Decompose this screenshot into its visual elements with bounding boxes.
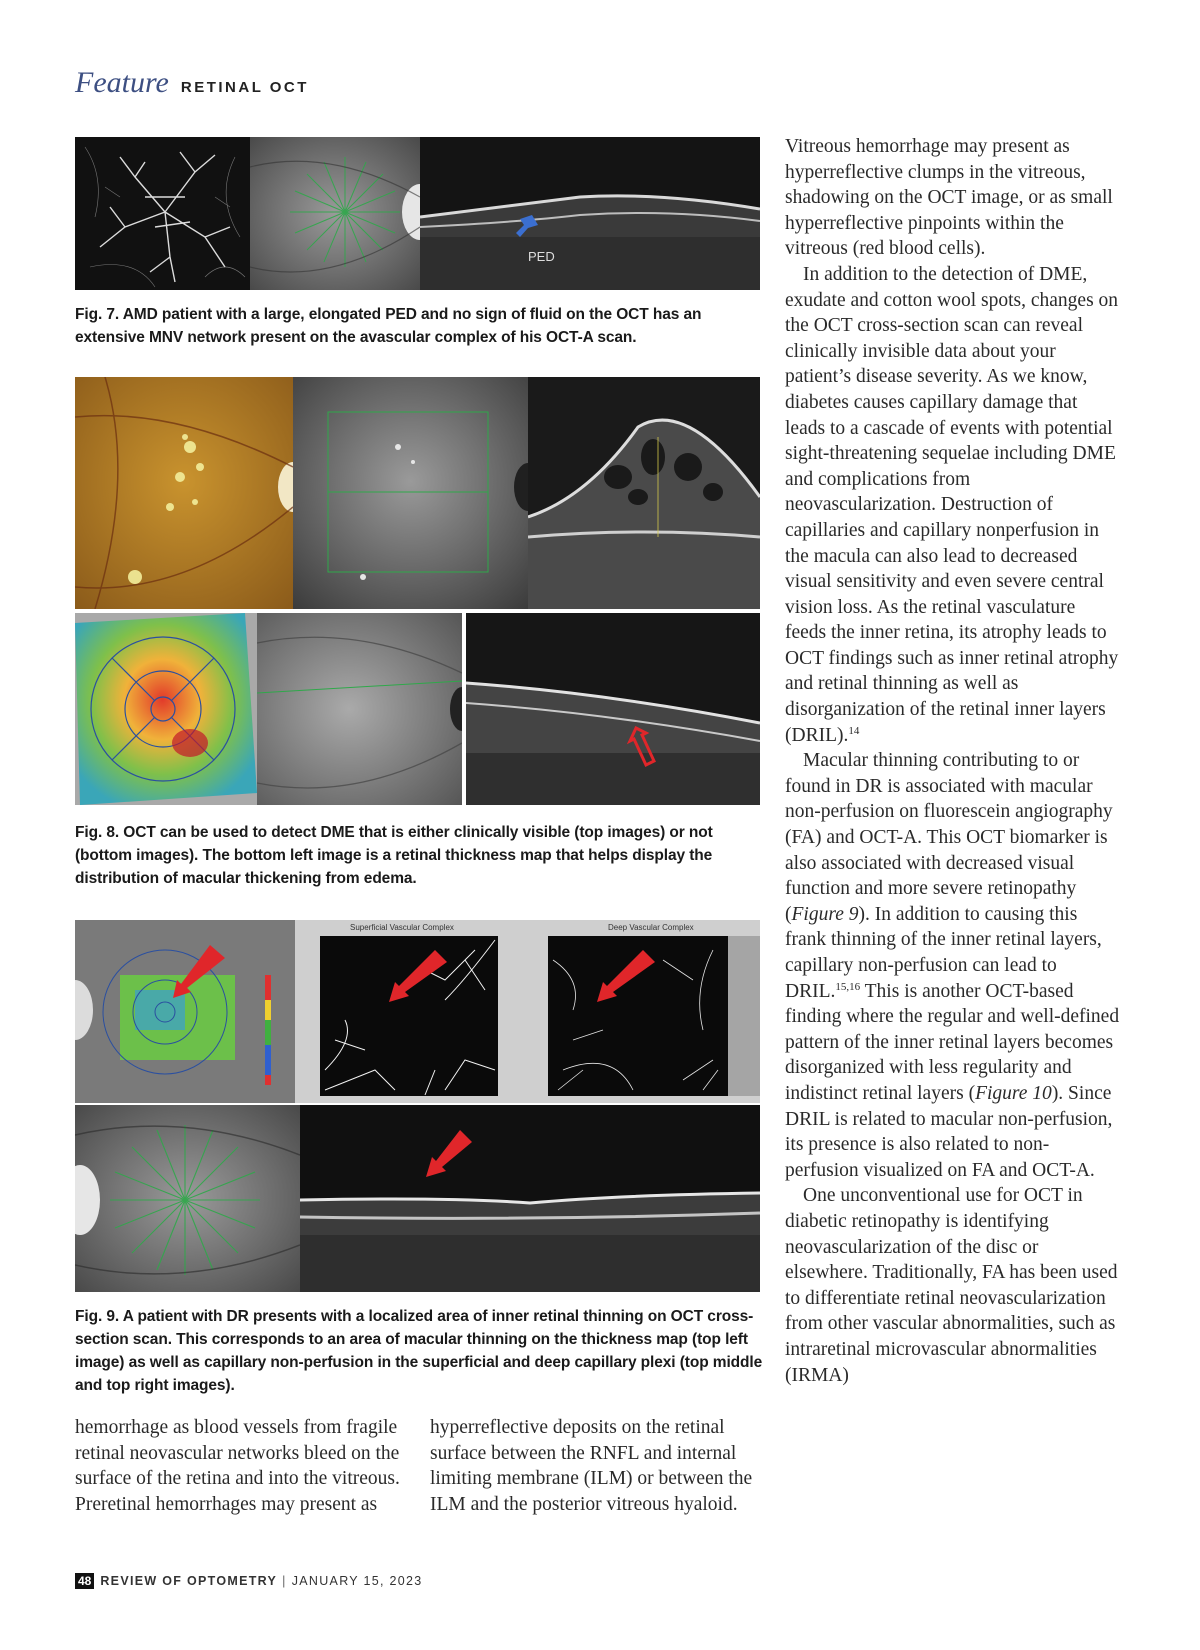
left-column-1-text: hemorrhage as blood vessels from fragile retinal neovascular networks bleed on the surface of the retina and into the vitreous. Preretinal hemorrhages may present as <box>75 1417 400 1515</box>
right-para-2-text: In addition to the detection of DME, exudate and cotton wool spots, changes on the OCT cross-section scan can reveal clinically invisible data about your patient’s disease severity. As we know, diabetes causes capillary damage that leads to a cascade of events with potential sight-threatening sequelae including DME and complications from neovascularization. Destruction of capillaries and capillary nonperfusion in the macula can also lead to decreased visual sensitivity and even severe central vision loss. As the retinal vasculature feeds the inner retina, its atrophy leads to OCT findings such as inner retinal atrophy and retinal thinning as well as disorganization of the retinal inner layers (DRIL). <box>785 263 1119 746</box>
figure-10-link: Figure 10 <box>975 1082 1052 1104</box>
fig8-caption: Fig. 8. OCT can be used to detect DME that is either clinically visible (top images) or not (bottom images). The bottom left image is a retinal thickness map that helps display the distribution of macular thickening from edema. <box>75 824 713 887</box>
figure-9-link: Figure 9 <box>791 903 859 925</box>
fig9-deep-label: Deep Vascular Complex <box>608 923 694 932</box>
header-feature: Feature <box>75 66 169 99</box>
left-column-2 <box>430 1415 760 1517</box>
right-para-3-part-b: ). In addition to causing this frank thinning of the inner retinal layers, capillary non-perfusion can lead to DRIL. <box>785 903 1102 1002</box>
fig7-caption: Fig. 7. AMD patient with a large, elongated PED and no sign of fluid on the OCT has an extensive MNV network present on the avascular complex of his OCT-A scan. <box>75 306 702 346</box>
right-para-3-part-a: Macular thinning contributing to or found in DR is associated with macular non-perfusion on fluorescein angiography (FA) and OCT-A. This OCT biomarker is also associated with decreased visual function and more severe retinopathy ( <box>785 750 1113 925</box>
fig7-octa-image <box>75 137 250 290</box>
left-column-1 <box>75 1415 405 1517</box>
fig9-ir-fundus <box>75 1105 300 1292</box>
right-para-3-part-d: ). Since DRIL is related to macular non-perfusion, its presence is also related to non-perfusion visualized on FA and OCT-A. <box>785 1082 1113 1181</box>
left-column-2-text: hyperreflective deposits on the retinal surface between the RNFL and internal limiting membrane (ILM) or between the ILM and the posterior vitreous hyaloid. <box>430 1417 753 1515</box>
page-number: 48 <box>75 1573 94 1589</box>
fig8-oct-scan-bottom <box>466 613 760 805</box>
right-para-2 <box>785 262 1120 748</box>
fig9-caption: Fig. 9. A patient with DR presents with a localized area of inner retinal thinning on OCT cross-section scan. This corresponds to an area of macular thinning on the thickness map (top left image) as well as capillary non-perfusion in the superficial and deep capillary plexi (top middle and top right images). <box>75 1308 763 1394</box>
issue-date: JANUARY 15, 2023 <box>291 1574 423 1588</box>
fig9-oct-scan <box>300 1105 760 1292</box>
right-para-3-part-c: This is another OCT-based finding where the regular and well-defined pattern of the inner retinal layers becomes disorganized with less regularity and indistinct retinal layers ( <box>785 980 1120 1104</box>
magazine-name: REVIEW OF OPTOMETRY <box>100 1574 278 1588</box>
fig7-oct-scan <box>420 137 760 290</box>
running-header <box>75 66 309 100</box>
ref-15-16: 15,16 <box>835 980 861 993</box>
right-para-4: One unconventional use for OCT in diabetic retinopathy is identifying neovascularization of the disc or elsewhere. Traditionally, FA has been used to differentiate retinal neovascularization from other vascular abnormalities, such as intraretinal microvascular abnormalities (IRMA) <box>785 1185 1118 1386</box>
header-section: RETINAL OCT <box>180 79 309 96</box>
right-para-3 <box>785 748 1120 1183</box>
fig8-oct-scan-top <box>528 377 760 609</box>
footer-separator: | <box>282 1574 287 1588</box>
fig9-superficial-label: Superficial Vascular Complex <box>350 923 454 932</box>
fig9-superficial-octa <box>295 920 513 1103</box>
right-para-1: Vitreous hemorrhage may present as hyperreflective clumps in the vitreous, shadowing on the OCT image, or as small hyperreflective pinpoints within the vitreous (red blood cells). <box>785 136 1113 260</box>
fig8-thickness-map <box>75 613 257 805</box>
ref-14: 14 <box>848 724 860 737</box>
fig7-fundus-image <box>250 137 420 290</box>
fig9-deep-octa <box>513 920 760 1103</box>
fig9-thickness-map <box>75 920 295 1103</box>
fig8-ir-image-bottom <box>257 613 462 805</box>
fig8-color-fundus-image <box>75 377 293 609</box>
fig7-ped-label: PED <box>528 249 555 264</box>
page-footer <box>75 1573 423 1589</box>
fig8-ir-image-top <box>293 377 528 609</box>
right-column <box>785 134 1120 1388</box>
